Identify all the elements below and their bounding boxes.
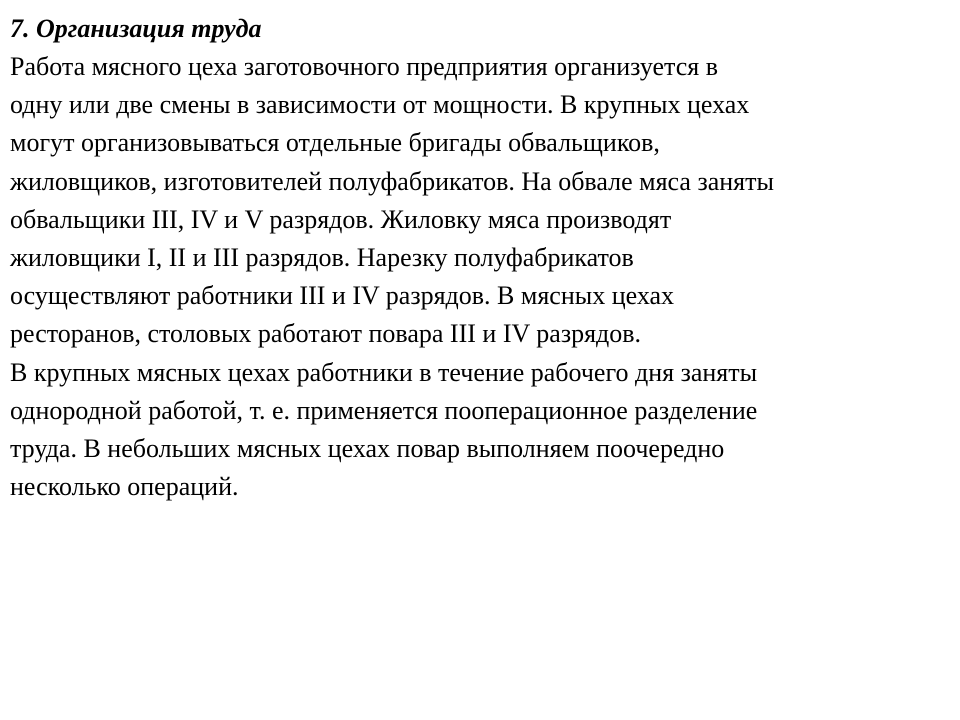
text-line: жиловщиков, изготовителей полуфабрикатов. На обвале мяса заняты: [10, 166, 774, 196]
text-line: обвальщики III, IV и V разрядов. Жиловку мяса производят: [10, 204, 672, 234]
slide-title: 7. Организация труда: [10, 14, 262, 43]
text-line: ресторанов, столовых работают повара III и IV разрядов.: [10, 319, 642, 349]
text-line: В крупных мясных цехах работники в течение рабочего дня заняты: [10, 357, 758, 387]
text-line: могут организовываться отдельные бригады обвальщиков,: [10, 128, 660, 158]
text-line: однородной работой, т. е. применяется пооперационное разделение: [10, 395, 758, 425]
text-line: жиловщики I, II и III разрядов. Нарезку полуфабрикатов: [10, 243, 634, 273]
text-line: Работа мясного цеха заготовочного предприятия организуется в: [10, 52, 719, 81]
text-line: одну или две смены в зависимости от мощности. В крупных цехах: [10, 90, 750, 120]
text-line: труда. В небольших мясных цехах повар выполняем поочередно: [10, 434, 725, 464]
text-line: осуществляют работники III и IV разрядов. В мясных цехах: [10, 281, 675, 311]
slide-body: [10, 48, 950, 506]
text-line: несколько операций.: [10, 472, 239, 502]
